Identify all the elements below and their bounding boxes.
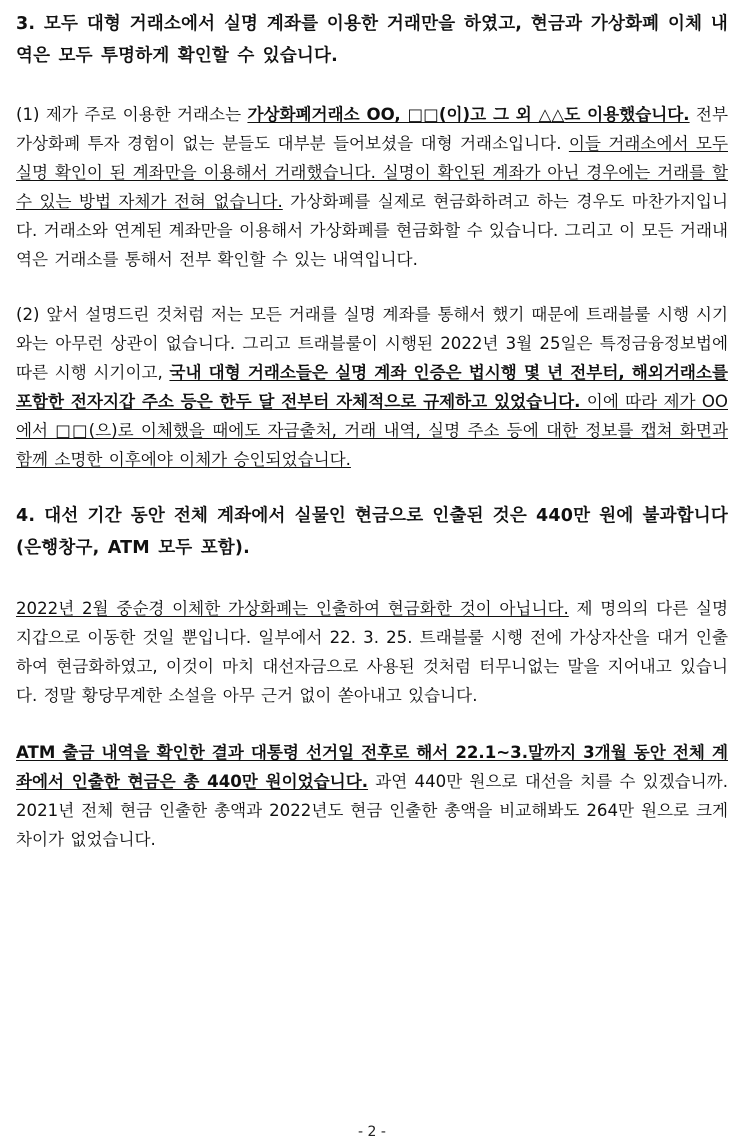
document-page bbox=[16, 8, 728, 854]
p1-text-5: 가상화폐를 실제로 현금화하려고 하는 경우도 마찬가지입니다. 거래소와 연계된 계좌만을 이용해서 가상화폐를 현금화할 수 있습니다. 그리고 이 모든 거래내역은 거래소를 통해서 전부 확인할 수 있는 내역입니다. bbox=[16, 192, 728, 269]
p3-underline-transfer: 2022년 2월 중순경 이체한 가상화폐는 인출하여 현금화한 것이 아닙니다. bbox=[16, 599, 569, 618]
section-4-heading: 4. 대선 기간 동안 전체 계좌에서 실물인 현금으로 인출된 것은 440만 원에 불과합니다(은행창구, ATM 모두 포함). bbox=[16, 506, 728, 558]
p1-text-1: (1) 제가 주로 이용한 거래소는 bbox=[16, 105, 248, 124]
p1-underline-real-name: 이들 거래소에서 모두 실명 확인이 된 계좌만을 이용해서 거래했습니다. 실명이 확인된 계좌가 아닌 경우에는 거래를 할 수 있는 방법 자체가 전혀 없습니다. bbox=[16, 134, 728, 211]
p4-text-2: 과연 440만 원으로 대선을 치를 수 있겠습니까. 2021년 전체 현금 인출한 총액과 2022년도 현금 인출한 총액을 비교해봐도 264만 원으로 크게 차이가 없었습니다. bbox=[16, 772, 728, 849]
page-number: - 2 - bbox=[358, 1124, 386, 1140]
p2-emphasis-regulation: 국내 대형 거래소들은 실명 계좌 인증은 법시행 몇 년 전부터, 해외거래소를 포함한 전자지갑 주소 등은 한두 달 전부터 자체적으로 규제하고 있었습니다. bbox=[16, 363, 728, 411]
section-3-heading: 3. 모두 대형 거래소에서 실명 계좌를 이용한 거래만을 하였고, 현금과 가상화폐 이체 내역은 모두 투명하게 확인할 수 있습니다. bbox=[16, 14, 728, 66]
paragraph-2 bbox=[16, 300, 728, 474]
p1-text-3: 전부 가상화폐 투자 경험이 없는 분들도 대부분 들어보셨을 대형 거래소입니다. bbox=[16, 105, 728, 153]
p1-emphasis-exchanges: 가상화폐거래소 OO, □□(이)고 그 외 △△도 이용했습니다. bbox=[247, 105, 690, 124]
p4-emphasis-atm: ATM 출금 내역을 확인한 결과 대통령 선거일 전후로 해서 22.1~3.말까지 3개월 동안 전체 계좌에서 인출한 현금은 총 440만 원이었습니다. bbox=[16, 743, 728, 791]
paragraph-4 bbox=[16, 738, 728, 854]
p2-text-1: (2) 앞서 설명드린 것처럼 저는 모든 거래를 실명 계좌를 통해서 했기 때문에 트래블룰 시행 시기와는 아무런 상관이 없습니다. 그리고 트래블룰이 시행된 2022년 3월 25일은 특정금융정보법에 따른 시행 시기이고, bbox=[16, 305, 728, 382]
p2-underline-approval: 이에 따라 제가 OO에서 □□(으)로 이체했을 때에도 자금출처, 거래 내역, 실명 주소 등에 대한 정보를 캡쳐 화면과 함께 소명한 이후에야 이체가 승인되었습니다. bbox=[16, 392, 728, 469]
p3-text-2: 제 명의의 다른 실명 지갑으로 이동한 것일 뿐입니다. 일부에서 22. 3. 25. 트래블룰 시행 전에 가상자산을 대거 인출하여 현금화하였고, 이것이 마치 대선자금으로 사용된 것처럼 터무니없는 말을 지어내고 있습니다. 정말 황당무계한 소설을 아무 근거 없이 쏟아내고 있습니다. bbox=[16, 599, 728, 705]
paragraph-1 bbox=[16, 100, 728, 274]
paragraph-3 bbox=[16, 594, 728, 710]
